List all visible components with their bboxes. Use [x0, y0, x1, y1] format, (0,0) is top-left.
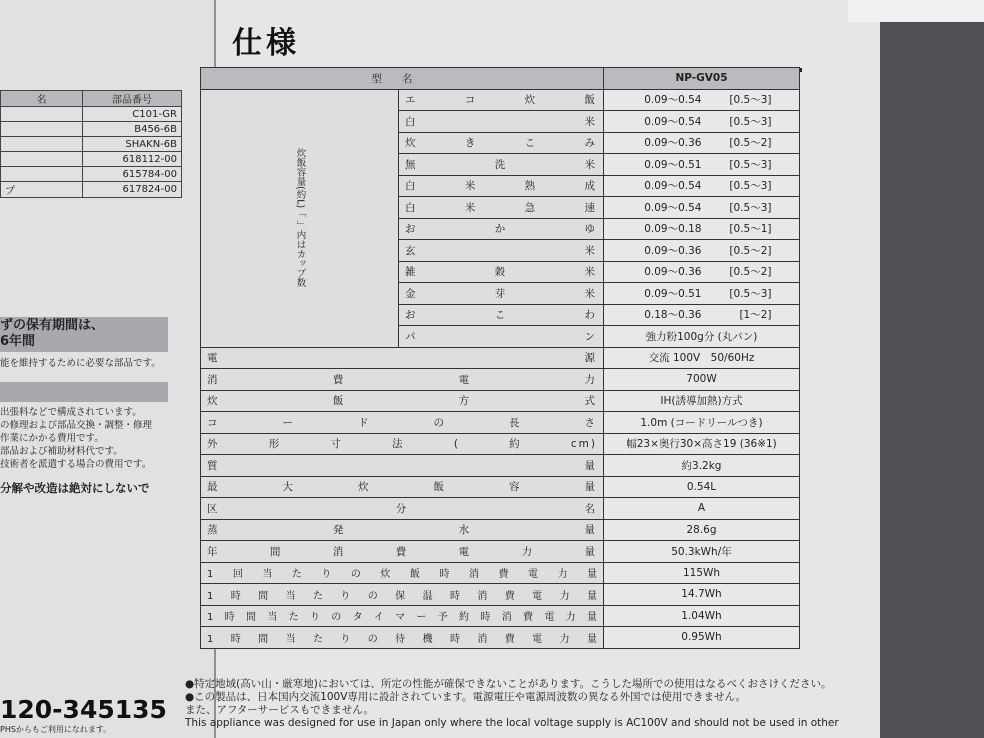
spec-label: 消費電力: [201, 369, 604, 391]
notes: [185, 678, 845, 730]
spec-label: 質量: [201, 455, 604, 477]
spec-value: A: [604, 498, 800, 520]
spec-row: [201, 584, 800, 606]
capacity-cups: [0.5～2]: [729, 244, 772, 257]
capacity-cups: [0.5～3]: [729, 158, 772, 171]
capacity-label: 金芽米: [399, 283, 604, 305]
cost-line: 技術者を派遣する場合の費用です。: [0, 459, 152, 470]
spec-row: [201, 390, 800, 412]
cost-line: 作業にかかる費用です。: [0, 433, 104, 444]
part-name: [1, 167, 83, 182]
parts-row: [1, 137, 182, 152]
capacity-range: 0.09～0.54: [644, 94, 702, 107]
capacity-range: 0.09～0.54: [644, 201, 702, 214]
spec-value: 14.7Wh: [604, 584, 800, 606]
capacity-value: [604, 326, 800, 348]
spec-row: [201, 605, 800, 627]
part-name: [1, 137, 83, 152]
parts-table: [0, 90, 182, 198]
capacity-cups: [1～2]: [739, 309, 772, 322]
spec-value: 0.95Wh: [604, 627, 800, 649]
cost-band: [0, 382, 168, 402]
spec-row: [201, 412, 800, 434]
spec-label: 1時間当たりのタイマー予約時消費電力量: [201, 605, 604, 627]
capacity-cups: [0.5～3]: [729, 94, 772, 107]
note-line: また、アフターサービスもできません。: [185, 704, 374, 716]
spec-value: 1.04Wh: [604, 605, 800, 627]
spec-row: [201, 627, 800, 649]
spec-row: [201, 498, 800, 520]
spec-label: 1時間当たりの保温時消費電力量: [201, 584, 604, 606]
period-years: 6年間: [0, 334, 36, 349]
capacity-value: [604, 240, 800, 262]
spec-row: [201, 455, 800, 477]
capacity-group-label: 炊飯容量(約L)「 」内はカップ数: [201, 89, 399, 347]
parts-header-name: 名: [1, 91, 83, 107]
parts-row: [1, 182, 182, 198]
capacity-value: [604, 175, 800, 197]
spec-label: コードの長さ: [201, 412, 604, 434]
capacity-label: 白米熟成: [399, 175, 604, 197]
part-name: [1, 122, 83, 137]
spec-value: 115Wh: [604, 562, 800, 584]
spec-label: 蒸発水量: [201, 519, 604, 541]
parts-header-number: 部品番号: [83, 91, 182, 107]
spec-value: 1.0m (コードリールつき): [604, 412, 800, 434]
capacity-label: 雑穀米: [399, 261, 604, 283]
part-number: C101-GR: [83, 107, 182, 122]
capacity-value: [604, 132, 800, 154]
cost-line: の修理および部品交換・調整・修理: [0, 420, 153, 431]
spec-value: 約3.2kg: [604, 455, 800, 477]
capacity-cups: [0.5～3]: [729, 201, 772, 214]
capacity-range: 0.09～0.51: [644, 158, 702, 171]
phone-note: PHSからもご利用になれます。: [0, 725, 112, 734]
spec-value: 幅23×奥行30×高さ19 (36※1): [604, 433, 800, 455]
capacity-cups: [0.5～3]: [729, 287, 772, 300]
capacity-label: 炊きこみ: [399, 132, 604, 154]
part-number: B456-6B: [83, 122, 182, 137]
part-number: SHAKN-6B: [83, 137, 182, 152]
page-title: 仕様: [232, 26, 300, 61]
part-name: [1, 107, 83, 122]
capacity-cups: [0.5～2]: [729, 137, 772, 150]
parts-row: [1, 107, 182, 122]
parts-row: [1, 152, 182, 167]
spec-table: [200, 67, 800, 649]
spec-label: 炊飯方式: [201, 390, 604, 412]
capacity-value: [604, 218, 800, 240]
spec-row: [201, 476, 800, 498]
period-note: 能を維持するために必要な部品です。: [0, 358, 161, 369]
capacity-cups: [0.5～3]: [729, 180, 772, 193]
background-surface: [880, 22, 984, 738]
spec-value: 28.6g: [604, 519, 800, 541]
left-page: [0, 0, 214, 738]
parts-row: [1, 122, 182, 137]
spec-row: [201, 347, 800, 369]
note-line: ●特定地域(高い山・厳寒地)においては、所定の性能が確保できないことがあります。こうした場所での使用はなるべくおさけください。: [185, 678, 832, 690]
warning-text: 分解や改造は絶対にしないで: [0, 482, 150, 495]
capacity-value: [604, 197, 800, 219]
spec-label: 外形寸法(約cm): [201, 433, 604, 455]
cost-lines: [0, 406, 170, 471]
part-name: [1, 152, 83, 167]
capacity-label: おこわ: [399, 304, 604, 326]
phone-number: 120-345135: [0, 695, 167, 724]
spec-value: 0.54L: [604, 476, 800, 498]
spec-row: [201, 369, 800, 391]
spec-row: [201, 433, 800, 455]
spec-label: 最大炊飯容量: [201, 476, 604, 498]
capacity-label: 白米: [399, 111, 604, 133]
capacity-label: おかゆ: [399, 218, 604, 240]
spec-row: [201, 562, 800, 584]
part-name: プ: [1, 182, 83, 198]
capacity-cups: [0.5～2]: [729, 266, 772, 279]
capacity-label: エコ炊飯: [399, 89, 604, 111]
spec-value: 700W: [604, 369, 800, 391]
model-name: NP-GV05: [604, 68, 800, 90]
capacity-value: [604, 261, 800, 283]
background-paper: [848, 0, 984, 22]
capacity-range: 強力粉100g分 (丸パン): [645, 330, 758, 343]
capacity-range: 0.09～0.36: [644, 244, 702, 257]
part-number: 618112-00: [83, 152, 182, 167]
spec-value: IH(誘導加熱)方式: [604, 390, 800, 412]
capacity-range: 0.18～0.36: [644, 309, 702, 322]
capacity-value: [604, 89, 800, 111]
parts-period-heading: [0, 317, 168, 352]
note-line: ●この製品は、日本国内交流100V専用に設計されています。電源電圧や電源周波数の異なる外国では使用できません。: [185, 691, 747, 703]
spec-value: 50.3kWh/年: [604, 541, 800, 563]
capacity-range: 0.09～0.54: [644, 180, 702, 193]
cost-line: 部品および補助材料代です。: [0, 446, 123, 457]
capacity-range: 0.09～0.36: [644, 137, 702, 150]
spec-label: 1時間当たりの待機時消費電力量: [201, 627, 604, 649]
model-label: 型名: [201, 68, 604, 90]
spec-value: 交流 100V 50/60Hz: [604, 347, 800, 369]
spec-label: 1回当たりの炊飯時消費電力量: [201, 562, 604, 584]
capacity-value: [604, 154, 800, 176]
capacity-range: 0.09～0.51: [644, 287, 702, 300]
capacity-row: [201, 89, 800, 111]
capacity-label: 無洗米: [399, 154, 604, 176]
part-number: 615784-00: [83, 167, 182, 182]
spec-row: [201, 541, 800, 563]
spec-label: 区分名: [201, 498, 604, 520]
capacity-label: 玄米: [399, 240, 604, 262]
capacity-range: 0.09～0.36: [644, 266, 702, 279]
capacity-value: [604, 111, 800, 133]
capacity-range: 0.09～0.54: [644, 115, 702, 128]
capacity-cups: [0.5～3]: [729, 115, 772, 128]
capacity-value: [604, 283, 800, 305]
note-line: This appliance was designed for use in Japan only where the local voltage supply is AC100V and should not be used in other: [185, 717, 839, 729]
parts-row: [1, 167, 182, 182]
part-number: 617824-00: [83, 182, 182, 198]
capacity-label: パン: [399, 326, 604, 348]
cost-line: 出張料などで構成されています。: [0, 407, 142, 418]
capacity-range: 0.09～0.18: [644, 223, 702, 236]
spec-row: [201, 519, 800, 541]
capacity-label: 白米急速: [399, 197, 604, 219]
capacity-value: [604, 304, 800, 326]
spec-label: 電源: [201, 347, 604, 369]
period-heading: ずの保有期間は、: [0, 318, 105, 333]
spec-label: 年間消費電力量: [201, 541, 604, 563]
capacity-cups: [0.5～1]: [729, 223, 772, 236]
